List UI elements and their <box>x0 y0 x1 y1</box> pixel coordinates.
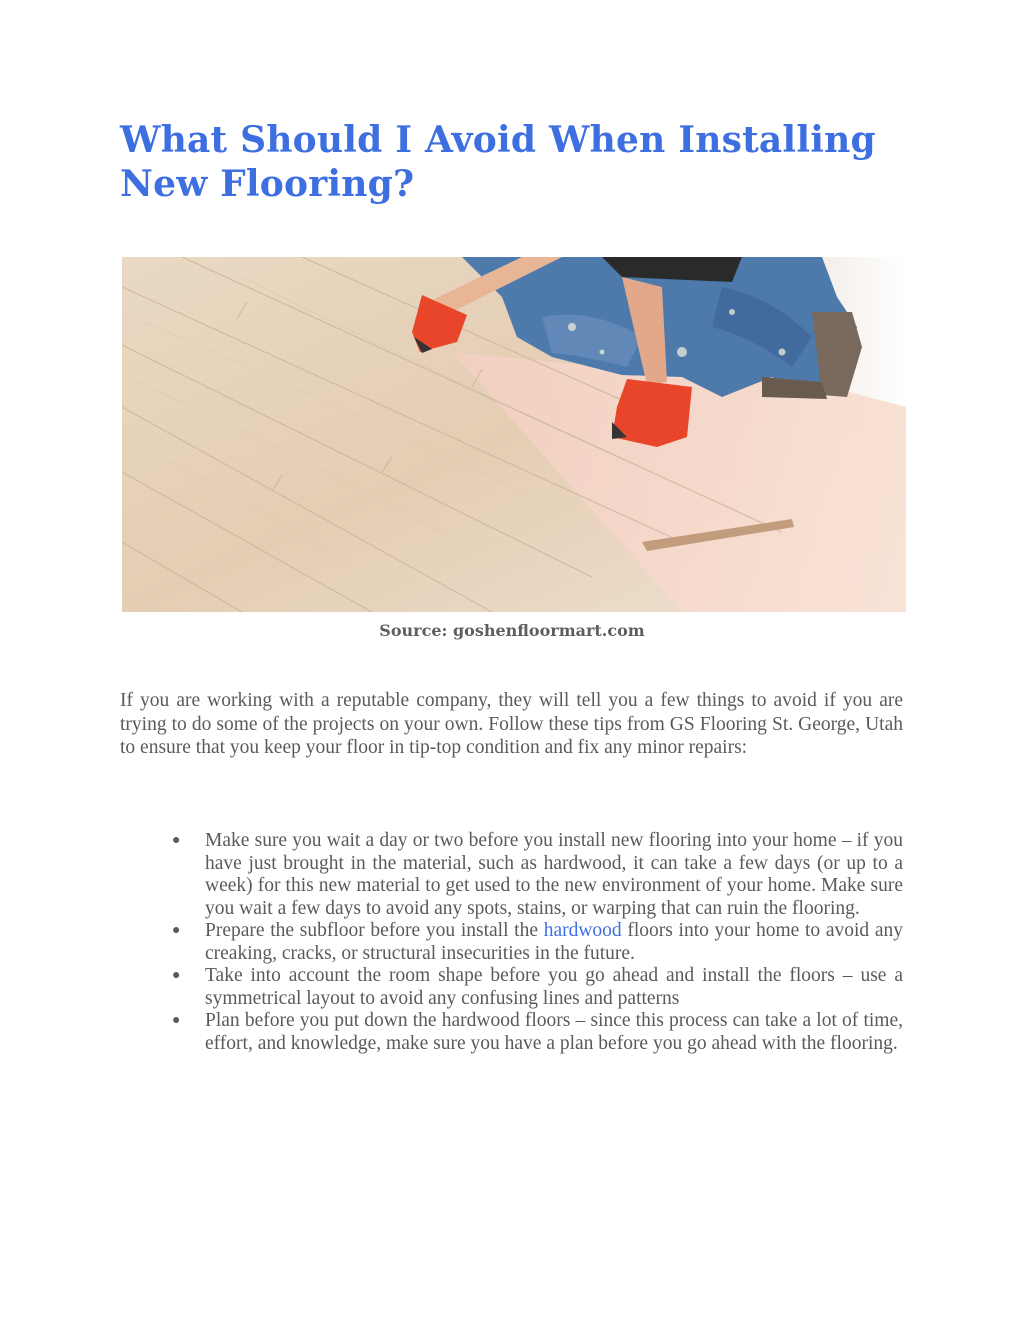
tip-text-before-link: Prepare the subfloor before you install the <box>205 920 544 941</box>
bullet-icon: ● <box>172 923 181 938</box>
bullet-icon: ● <box>172 968 181 983</box>
page-title: What Should I Avoid When Installing New Flooring? <box>120 119 876 205</box>
intro-paragraph: If you are working with a reputable company, they will tell you a few things to avoid if you are trying to do some of the projects on your own. Follow these tips from GS Flooring St. George, Utah to ensure that you keep your floor in tip-top condition and fix any minor repairs: <box>120 690 903 758</box>
bullet-icon: ● <box>172 833 181 848</box>
tip-text: Plan before you put down the hardwood floors – since this process can take a lot of time, effort, and knowledge, make sure you have a plan before you go ahead with the flooring. <box>205 1010 903 1054</box>
list-item <box>120 1010 903 1055</box>
tip-text-after-link: floors into your home to avoid any creaking, cracks, or structural insecurities in the future. <box>205 920 903 964</box>
hardwood-link[interactable]: hardwood <box>543 920 622 941</box>
tip-text: Take into account the room shape before you go ahead and install the floors – use a symmetrical layout to avoid any confusing lines and patterns <box>205 965 903 1009</box>
tip-text: Make sure you wait a day or two before you install new flooring into your home – if you have just brought in the material, such as hardwood, it can take a few days (or up to a week) for this new material to get used to the new environment of your home. Make sure you wait a few days to avoid any spots, stains, or warping that can ruin the flooring. <box>205 830 903 919</box>
list-item <box>120 920 903 965</box>
list-item <box>120 965 903 1010</box>
bullet-icon: ● <box>172 1013 181 1028</box>
image-source-caption: Source: goshenfloormart.com <box>379 621 645 640</box>
tips-list <box>120 830 903 1055</box>
list-item <box>120 830 903 920</box>
hero-photo <box>122 257 906 612</box>
